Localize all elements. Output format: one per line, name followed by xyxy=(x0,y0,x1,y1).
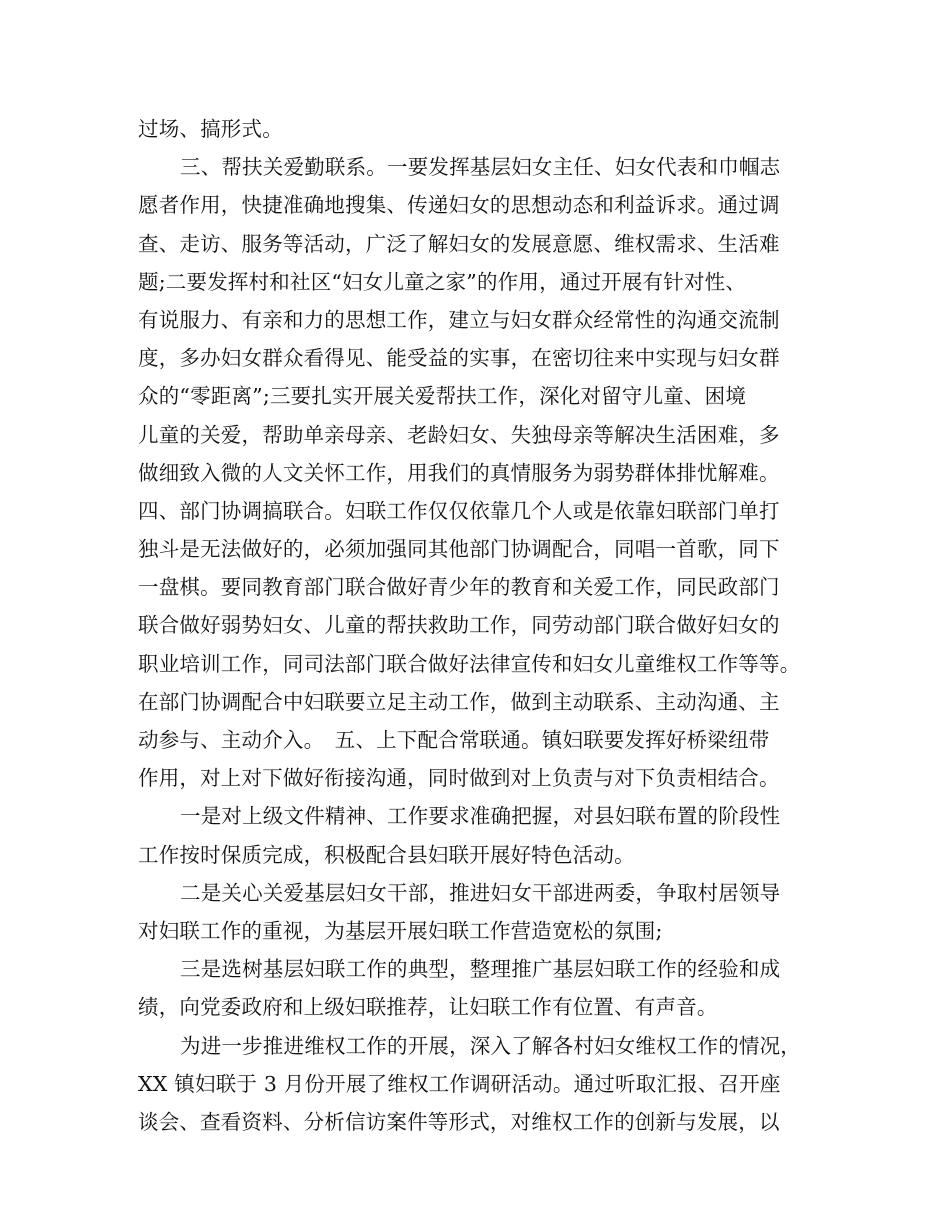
text-line: 有说服力、有亲和力的思想工作，建立与妇女群众经常性的沟通交流制 xyxy=(138,307,780,332)
text-line: 愿者作用，快捷准确地搜集、传递妇女的思想动态和利益诉求。通过调 xyxy=(138,193,780,218)
text-line: 三是选树基层妇联工作的典型，整理推广基层妇联工作的经验和成 xyxy=(180,957,781,982)
text-line: 独斗是无法做好的，必须加强同其他部门协调配合，同唱一首歌，同下 xyxy=(138,537,780,562)
text-line: 联合做好弱势妇女、儿童的帮扶救助工作，同劳动部门联合做好妇女的 xyxy=(138,613,780,638)
text-line: 三、帮扶关爱勤联系。一要发挥基层妇女主任、妇女代表和巾帼志 xyxy=(180,155,781,180)
text-line: 在部门协调配合中妇联要立足主动工作，做到主动联系、主动沟通、主 xyxy=(138,689,780,714)
text-line: 对妇联工作的重视，为基层开展妇联工作营造宽松的氛围; xyxy=(138,918,663,943)
text-line: 绩，向党委政府和上级妇联推荐，让妇联工作有位置、有声音。 xyxy=(138,995,718,1020)
text-line: 职业培训工作，同司法部门联合做好法律宣传和妇女儿童维权工作等等。 xyxy=(138,651,801,676)
text-line: 众的“零距离”;三要扎实开展关爱帮扶工作，深化对留守儿童、困境 xyxy=(138,384,747,409)
text-line: 查、走访、服务等活动，广泛了解妇女的发展意愿、维权需求、生活难 xyxy=(138,231,780,256)
text-line: 一盘棋。要同教育部门联合做好青少年的教育和关爱工作，同民政部门 xyxy=(138,575,780,600)
text-line: 题;二要发挥村和社区“妇女儿童之家”的作用，通过开展有针对性、 xyxy=(138,269,747,294)
text-line: 过场、搞形式。 xyxy=(138,117,283,141)
text-line: 度，多办妇女群众看得见、能受益的实事，在密切往来中实现与妇女群 xyxy=(138,346,780,371)
text-line: 做细致入微的人文关怀工作，用我们的真情服务为弱势群体排忧解难。 xyxy=(138,460,780,485)
text-line: 作用，对上对下做好衔接沟通，同时做到对上负责与对下负责相结合。 xyxy=(138,766,780,791)
text-line: 工作按时保质完成，积极配合县妇联开展好特色活动。 xyxy=(138,842,635,867)
text-line: 二是关心关爱基层妇女干部，推进妇女干部进两委，争取村居领导 xyxy=(180,880,781,905)
text-line: 为进一步推进维权工作的开展，深入了解各村妇女维权工作的情况， xyxy=(180,1033,801,1058)
text-line: 四、部门协调搞联合。妇联工作仅仅依靠几个人或是依靠妇联部门单打 xyxy=(138,498,780,523)
text-line: 一是对上级文件精神、工作要求准确把握，对县妇联布置的阶段性 xyxy=(180,804,781,829)
text-line: 儿童的关爱，帮助单亲母亲、老龄妇女、失独母亲等解决生活困难，多 xyxy=(138,422,780,447)
body-text xyxy=(138,110,828,1141)
text-line: 谈会、查看资料、分析信访案件等形式，对维权工作的创新与发展，以 xyxy=(138,1109,780,1134)
text-line: XX 镇妇联于 3 月份开展了维权工作调研活动。通过听取汇报、召开座 xyxy=(138,1071,781,1096)
text-line: 动参与、主动介入。 五、上下配合常联通。镇妇联要发挥好桥梁纽带 xyxy=(138,728,770,752)
